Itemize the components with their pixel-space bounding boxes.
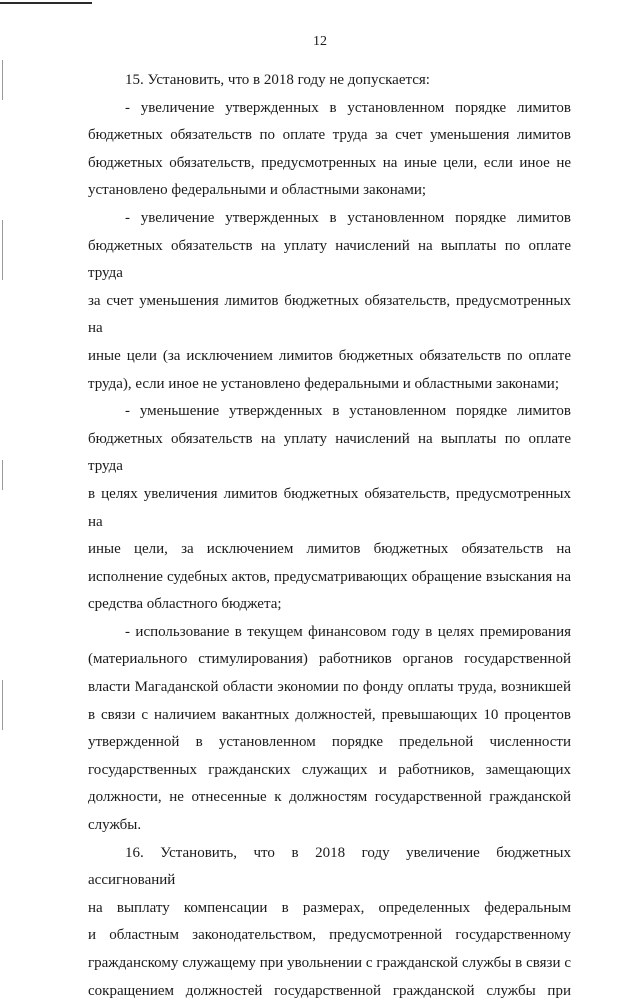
paragraph (88, 619, 571, 840)
text-line: труда), если иное не установлено федеральными и областными законами; (88, 375, 560, 392)
text-line: гражданскому служащему при увольнении с гражданской службы в связи с (88, 955, 571, 971)
page-number: 12 (313, 34, 327, 49)
text-line: - использование в текущем финансовом году в целях премирования (125, 623, 571, 640)
text-line: службы. (88, 817, 142, 834)
text-line: бюджетных обязательств по оплате труда за счет уменьшения лимитов (88, 127, 571, 144)
text-line: сокращением должностей государственной гражданской службы при (88, 982, 571, 999)
text-line: в целях увеличения лимитов бюджетных обязательств, предусмотренных на (88, 485, 571, 530)
text-line: в связи с наличием вакантных должностей, превышающих 10 процентов (88, 706, 571, 723)
text-line: на выплату компенсации в размерах, определенных федеральным (88, 899, 571, 916)
paragraph (88, 840, 571, 1005)
text-line: (материального стимулирования) работников органов государственной (88, 651, 571, 668)
paragraph (88, 95, 571, 205)
text-line: - увеличение утвержденных в установленном порядке лимитов (125, 99, 571, 116)
text-line: бюджетных обязательств, предусмотренных на иные цели, если иное не (88, 154, 571, 171)
text-line: власти Магаданской области экономии по фонду оплаты труда, возникшей (88, 679, 571, 696)
text-line: бюджетных обязательств на уплату начислений на выплаты по оплате труда (88, 430, 571, 475)
text-line: исполнение судебных актов, предусматривающих обращение взыскания на (88, 568, 571, 585)
text-line: средства областного бюджета; (88, 596, 282, 613)
paragraph (88, 67, 571, 95)
scan-edge-line (0, 2, 92, 4)
document-body (88, 67, 571, 1005)
paragraph (88, 398, 571, 619)
text-line: должности, не отнесенные к должностям государственной гражданской (88, 789, 571, 806)
text-line: за счет уменьшения лимитов бюджетных обязательств, предусмотренных на (88, 292, 571, 337)
text-line: 16. Установить, что в 2018 году увеличение бюджетных ассигнований (88, 844, 571, 889)
scan-margin-marks (0, 40, 6, 900)
text-line: установлено федеральными и областными законами; (88, 182, 427, 199)
text-line: - уменьшение утвержденных в установленном порядке лимитов (125, 403, 571, 420)
text-line: государственных гражданских служащих и работников, замещающих (88, 761, 571, 778)
text-line: иные цели, за исключением лимитов бюджетных обязательств на (88, 541, 571, 558)
text-line: - увеличение утвержденных в установленном порядке лимитов (125, 209, 571, 226)
text-line: утвержденной в установленном порядке предельной численности (88, 734, 571, 751)
text-line: иные цели (за исключением лимитов бюджетных обязательств по оплате (88, 347, 571, 364)
text-line: бюджетных обязательств на уплату начислений на выплаты по оплате труда (88, 237, 571, 282)
text-line: и областным законодательством, предусмотренной государственному (88, 927, 571, 944)
paragraph (88, 205, 571, 398)
text-line: 15. Установить, что в 2018 году не допускается: (125, 72, 430, 88)
